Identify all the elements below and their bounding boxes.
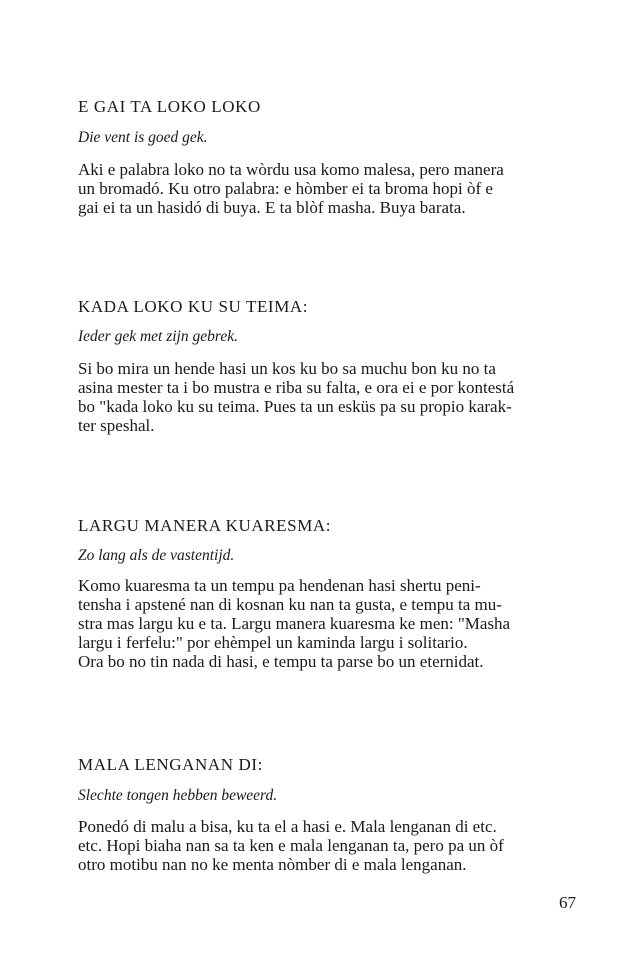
section-heading: E GAI TA LOKO LOKO [78, 97, 261, 116]
page-number: 67 [559, 893, 576, 912]
body-line: Si bo mira un hende hasi un kos ku bo sa muchu bon ku no ta [78, 359, 496, 378]
body-line: ter speshal. [78, 416, 155, 435]
body-line: tensha i apstené nan di kosnan ku nan ta gusta, e tempu ta mu- [78, 595, 502, 614]
section-subtitle: Ieder gek met zijn gebrek. [78, 328, 238, 345]
body-line: un bromadó. Ku otro palabra: e hòmber ei ta broma hopi òf e [78, 179, 493, 198]
body-line: bo "kada loko ku su teima. Pues ta un esküs pa su propio karak- [78, 397, 512, 416]
section-heading: KADA LOKO KU SU TEIMA: [78, 297, 309, 316]
body-line: Ponedó di malu a bisa, ku ta el a hasi e. Mala lenganan di etc. [78, 817, 497, 836]
body-line: Ora bo no tin nada di hasi, e tempu ta parse bo un eternidat. [78, 652, 484, 671]
body-line: stra mas largu ku e ta. Largu manera kuaresma ke men: "Masha [78, 614, 511, 633]
section-heading: MALA LENGANAN DI: [78, 755, 263, 774]
body-line: Aki e palabra loko no ta wòrdu usa komo malesa, pero manera [78, 160, 504, 179]
body-line: gai ei ta un hasidó di buya. E ta blòf masha. Buya barata. [78, 198, 466, 217]
body-line: asina mester ta i bo mustra e riba su falta, e ora ei e por kontestá [78, 378, 515, 397]
section-subtitle: Zo lang als de vastentijd. [78, 547, 235, 564]
section-subtitle: Slechte tongen hebben beweerd. [78, 787, 278, 804]
section-heading: LARGU MANERA KUARESMA: [78, 516, 332, 535]
body-line: otro motibu nan no ke menta nòmber di e mala lenganan. [78, 855, 467, 874]
body-line: Komo kuaresma ta un tempu pa hendenan hasi shertu peni- [78, 576, 481, 595]
section-subtitle: Die vent is goed gek. [78, 129, 208, 146]
body-line: largu i ferfelu:" por ehèmpel un kaminda largu i solitario. [78, 633, 468, 652]
body-line: etc. Hopi biaha nan sa ta ken e mala lenganan ta, pero pa un òf [78, 836, 504, 855]
